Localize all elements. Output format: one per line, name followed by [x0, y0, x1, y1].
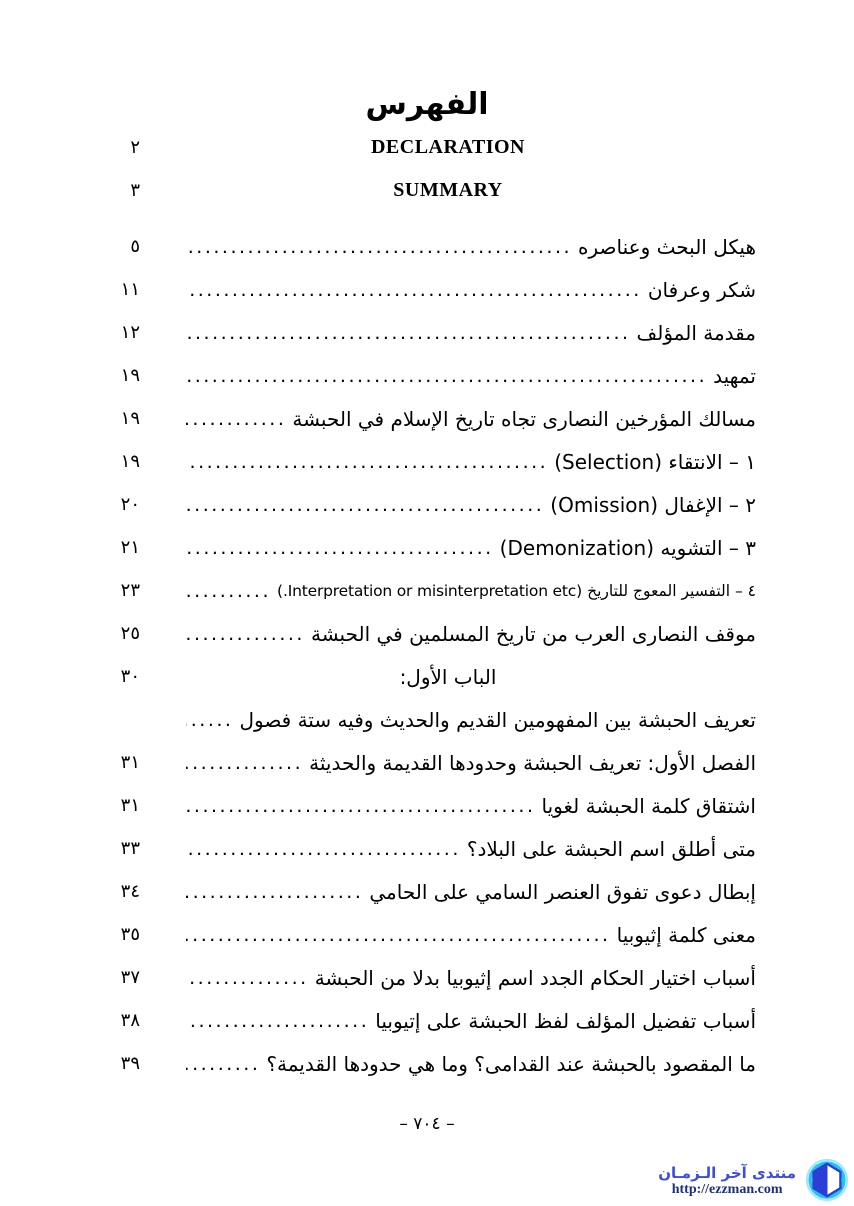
- toc-row: [100, 397, 756, 440]
- toc-entry-page-number: ٣٥: [120, 924, 140, 945]
- table-of-contents: [0, 126, 854, 1085]
- toc-entry-page-number: ٣٨: [120, 1010, 140, 1031]
- toc-row: [100, 999, 756, 1042]
- toc-row: [100, 827, 756, 870]
- toc-entry-page-number: ٢١: [120, 537, 140, 558]
- toc-entry-page-number: ٣١: [120, 752, 140, 773]
- toc-row: [100, 741, 756, 784]
- toc-entry-title: اشتقاق كلمة الحبشة لغويا: [541, 793, 756, 818]
- watermark-url-link[interactable]: http://ezzman.com: [671, 1182, 783, 1197]
- dot-leader: [186, 752, 309, 774]
- toc-row: [100, 354, 756, 397]
- toc-row: [100, 1042, 756, 1085]
- toc-entry-title: ٤ – التفسير المعوج للتاريخ (Interpretation or misinterpretation etc.): [277, 581, 756, 600]
- toc-row: [100, 913, 756, 956]
- toc-entry-title: ٢ – الإغفال (Omission): [550, 492, 756, 517]
- toc-entry-page-number: ٣٣: [120, 838, 140, 859]
- toc-row: [100, 268, 756, 311]
- toc-entry-title: ٣ – التشويه (Demonization): [499, 535, 756, 560]
- toc-entry-title: متى أطلق اسم الحبشة على البلاد؟: [466, 836, 756, 861]
- toc-entry-page-number: ٣١: [120, 795, 140, 816]
- toc-entry-page-number: ٢٥: [120, 623, 140, 644]
- footer-page-number: – ٧٠٤ –: [399, 1114, 455, 1134]
- watermark: [584, 1144, 854, 1206]
- toc-entry-title: SUMMARY: [393, 179, 503, 201]
- toc-row: [100, 569, 756, 612]
- toc-entry-title: أسباب اختيار الحكام الجدد اسم إثيوبيا بدلا من الحبشة: [314, 965, 756, 990]
- dot-leader: [186, 236, 578, 258]
- dot-leader: [186, 967, 315, 989]
- page-title: الفهرس: [365, 87, 489, 122]
- toc-entry-title: أسباب تفضيل المؤلف لفظ الحبشة على إتيوبيا: [375, 1008, 756, 1033]
- toc-entry-page-number: ١٩: [120, 365, 140, 386]
- toc-entry-title: تعريف الحبشة بين المفهومين القديم والحديث وفيه ستة فصول: [239, 707, 756, 732]
- dot-leader: [186, 408, 292, 430]
- toc-row: [100, 784, 756, 827]
- dot-leader: [186, 1010, 375, 1032]
- toc-entry-page-number: ٣٠: [120, 666, 140, 687]
- ezzman-logo-icon: [804, 1156, 850, 1204]
- toc-row: [100, 225, 756, 268]
- toc-row: [100, 870, 756, 913]
- toc-entry-page-number: ٢٣: [120, 580, 140, 601]
- toc-entry-title: مسالك المؤرخين النصارى تجاه تاريخ الإسلام في الحبشة: [292, 406, 756, 431]
- dot-leader: [186, 838, 467, 860]
- toc-entry-page-number: ٢: [130, 137, 140, 158]
- toc-row: [100, 440, 756, 483]
- dot-leader: [186, 537, 500, 559]
- dot-leader: [186, 1053, 266, 1075]
- toc-entry-title: الفصل الأول: تعريف الحبشة وحدودها القديمة والحديثة: [309, 750, 756, 775]
- toc-entry-page-number: ١١: [120, 279, 140, 300]
- toc-entry-title: معنى كلمة إثيوبيا: [616, 922, 756, 947]
- dot-leader: [186, 279, 648, 301]
- dot-leader: [186, 322, 637, 344]
- toc-row: [100, 126, 756, 169]
- toc-row: [100, 169, 756, 212]
- dot-leader: [186, 580, 277, 602]
- dot-leader: [186, 623, 311, 645]
- toc-entry-title: شكر وعرفان: [647, 277, 756, 302]
- toc-entry-page-number: ٣: [130, 180, 140, 201]
- toc-row: [100, 483, 756, 526]
- toc-row: [100, 526, 756, 569]
- toc-entry-title: موقف النصارى العرب من تاريخ المسلمين في الحبشة: [310, 621, 756, 646]
- toc-entry-page-number: ٢٠: [120, 494, 140, 515]
- toc-entry-title: ما المقصود بالحبشة عند القدامى؟ وما هي حدودها القديمة؟: [266, 1051, 756, 1076]
- dot-leader: [186, 795, 542, 817]
- toc-entry-title: DECLARATION: [370, 136, 526, 158]
- dot-leader: [186, 709, 239, 731]
- toc-entry-title: تمهيد: [713, 363, 756, 388]
- toc-row: [100, 956, 756, 999]
- watermark-site-name: منتدى آخر الـزمـان: [658, 1164, 796, 1182]
- toc-entry-title: هيكل البحث وعناصره: [578, 234, 756, 259]
- toc-entry-title: مقدمة المؤلف: [636, 320, 756, 345]
- toc-entry-page-number: ١٢: [120, 322, 140, 343]
- toc-entry-title: إبطال دعوى تفوق العنصر السامي على الحامي: [369, 879, 756, 904]
- toc-row: [100, 311, 756, 354]
- toc-entry-page-number: ١٩: [120, 408, 140, 429]
- toc-entry-title: الباب الأول:: [399, 664, 497, 689]
- toc-entry-page-number: ١٩: [120, 451, 140, 472]
- dot-leader: [186, 365, 713, 387]
- dot-leader: [186, 924, 617, 946]
- toc-entry-page-number: ٣٤: [120, 881, 140, 902]
- toc-entry-page-number: ٣٩: [120, 1053, 140, 1074]
- dot-leader: [186, 494, 550, 516]
- dot-leader: [186, 881, 369, 903]
- toc-entry-page-number: ٣٧: [120, 967, 140, 988]
- toc-entry-page-number: ٥: [130, 236, 140, 257]
- toc-row: [100, 612, 756, 655]
- toc-row: [100, 655, 756, 698]
- dot-leader: [186, 451, 554, 473]
- toc-entry-title: ١ – الانتقاء (Selection): [554, 449, 756, 474]
- toc-row: [100, 698, 756, 741]
- watermark-text: [658, 1164, 796, 1198]
